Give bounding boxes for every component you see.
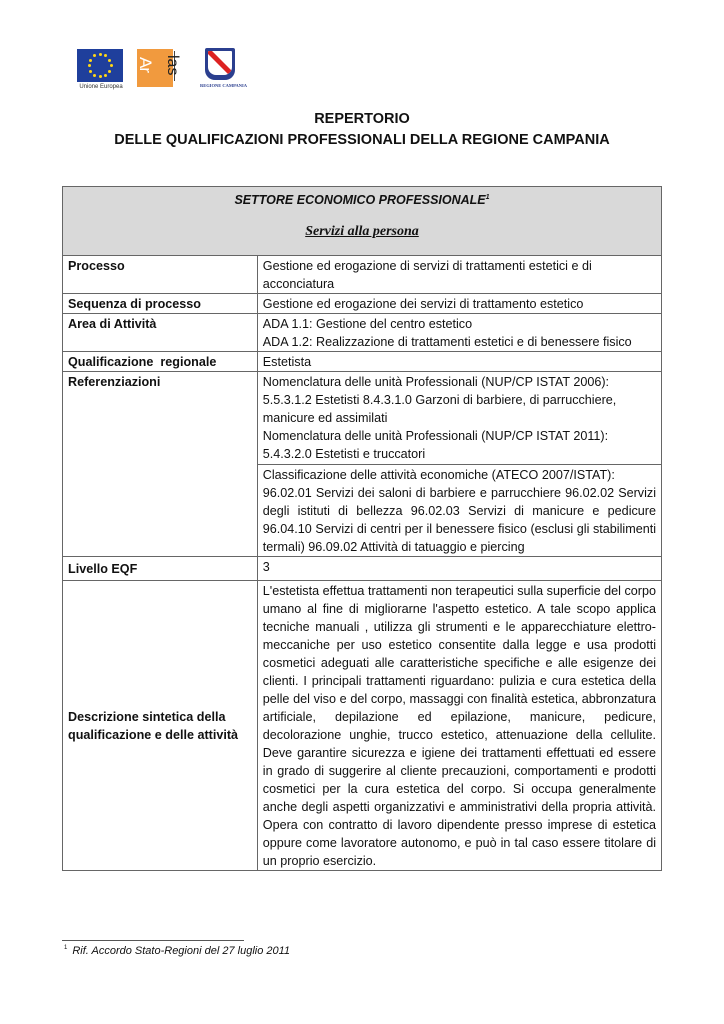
eu-flag-icon bbox=[77, 49, 123, 82]
table-row-area-attivita bbox=[63, 314, 662, 352]
footnote-ref[interactable]: 1 bbox=[485, 194, 490, 201]
row-label: Sequenza di processo bbox=[63, 294, 258, 314]
eu-star-icon bbox=[89, 59, 92, 62]
campania-logo bbox=[200, 47, 248, 93]
row-value: L'estetista effettua trattamenti non terapeutici sulla superficie del corpo umano al fine di migliorarne l'aspetto estetico. A tale scopo applica tecniche manuali , utilizza gli strumenti e le apparecchiature elettro-meccaniche per uso estetico consentite dalla legge e usa prodotti cosmetici adeguati alle caratteristiche specifiche e alle esigenze dei clienti. I principali trattamenti riguardano: pulizia e cura estetica della pelle del viso e del corpo, massaggi con finalità estetica, abbronzatura artificiale, depilazione ed epilazione, manicure, pedicure, decolorazione unghie, trucco estetico, attenuazione della cellulite. Deve garantire sicurezza e igiene dei trattamenti effettuati ed essere in grado di suggerire al cliente precauzioni, comportamenti e prodotti cosmetici per la cura estetica del corpo. Si occupa generalmente anche degli aspetti organizzativi e amministrativi della propria attività. Opera con contratto di lavoro dipendente presso imprese di estetica oppure come lavoratore autonomo, e può in tal caso essere titolare di un proprio esercizio. bbox=[257, 581, 661, 871]
document-subtitle: DELLE QUALIFICAZIONI PROFESSIONALI DELLA REGIONE CAMPANIA bbox=[114, 132, 610, 148]
eu-star-icon bbox=[89, 70, 92, 73]
footnote bbox=[64, 945, 290, 957]
row-value: Gestione ed erogazione di servizi di trattamenti estetici e di acconciatura bbox=[257, 256, 661, 294]
arlas-text-dark: las bbox=[164, 55, 181, 76]
eu-star-icon bbox=[108, 70, 111, 73]
footnote-text: Rif. Accordo Stato-Regioni del 27 luglio 2011 bbox=[72, 945, 291, 957]
arlas-text-orange: Ar bbox=[136, 57, 155, 72]
sector-label: SETTORE ECONOMICO PROFESSIONALE bbox=[234, 193, 486, 208]
eu-star-icon bbox=[104, 74, 107, 77]
eu-star-icon bbox=[88, 64, 91, 67]
row-label: Processo bbox=[63, 256, 258, 294]
ref-codes: 5.4.3.2.0 Estetisti e truccatori bbox=[262, 447, 426, 461]
campania-shield-inner bbox=[208, 51, 232, 75]
row-label: Area di Attività bbox=[63, 314, 258, 352]
ada-item: ADA 1.2: Realizzazione di trattamenti estetici e di benessere fisico bbox=[262, 335, 632, 349]
arlas-logo-icon bbox=[137, 49, 197, 89]
table-header-row bbox=[63, 187, 662, 256]
table-row-processo bbox=[63, 256, 662, 294]
table-row-livello-eqf bbox=[63, 557, 662, 581]
sector-title bbox=[63, 189, 661, 209]
row-value: 3 bbox=[257, 557, 661, 581]
ref-heading: Nomenclatura delle unità Professionali (NUP/CP ISTAT 2011): bbox=[262, 429, 609, 443]
ref-heading: Nomenclatura delle unità Professionali (NUP/CP ISTAT 2006): bbox=[262, 375, 610, 389]
row-label: Livello EQF bbox=[63, 557, 258, 581]
table-row-descrizione bbox=[63, 581, 662, 871]
row-value bbox=[257, 314, 661, 352]
footnote-separator bbox=[62, 940, 244, 941]
row-value: Gestione ed erogazione dei servizi di trattamento estetico bbox=[257, 294, 661, 314]
eu-star-icon bbox=[93, 74, 96, 77]
sector-header-cell bbox=[63, 187, 662, 256]
table-row-sequenza bbox=[63, 294, 662, 314]
sector-name: Servizi alla persona bbox=[305, 224, 419, 240]
campania-logo-caption: REGIONE CAMPANIA bbox=[200, 83, 248, 88]
eu-logo bbox=[74, 47, 124, 93]
document-title: REPERTORIO bbox=[314, 111, 410, 127]
ada-item: ADA 1.1: Gestione del centro estetico bbox=[262, 317, 473, 331]
row-value: Estetista bbox=[257, 352, 661, 372]
row-label: Referenziazioni bbox=[63, 372, 258, 557]
campania-shield-icon bbox=[205, 48, 235, 80]
campania-shield-band bbox=[208, 51, 232, 75]
row-label: Qualificazione regionale bbox=[63, 352, 258, 372]
ref-codes: 5.5.3.1.2 Estetisti 8.4.3.1.0 Garzoni di barbiere, di parrucchiere, manicure ed assimilati bbox=[262, 393, 617, 425]
row-value bbox=[257, 372, 661, 557]
ateco-subcell bbox=[258, 464, 661, 556]
row-label: Descrizione sintetica della qualificazione e delle attività bbox=[63, 581, 258, 871]
eu-star-icon bbox=[99, 53, 102, 56]
table-row-qualificazione bbox=[63, 352, 662, 372]
qualification-table bbox=[62, 186, 662, 871]
eu-star-icon bbox=[104, 54, 107, 57]
eu-logo-caption: Unione Europea bbox=[79, 84, 123, 90]
ref-codes: 96.02.01 Servizi dei saloni di barbiere e parrucchiere 96.02.02 Servizi degli istituti di bellezza 96.02.03 Servizi di manicure e pedicure 96.04.10 Servizi di centri per il benessere fisico (esclusi gli stabilimenti termali) 96.09.02 Attività di tatuaggio e piercing bbox=[262, 486, 656, 554]
footnote-number: 1 bbox=[64, 945, 68, 952]
eu-star-icon bbox=[110, 64, 113, 67]
table-row-referenziazioni bbox=[63, 372, 662, 557]
ref-heading: Classificazione delle attività economiche (ATECO 2007/ISTAT): bbox=[262, 468, 615, 482]
eu-star-icon bbox=[108, 59, 111, 62]
eu-star-icon bbox=[93, 54, 96, 57]
eu-star-icon bbox=[99, 75, 102, 78]
